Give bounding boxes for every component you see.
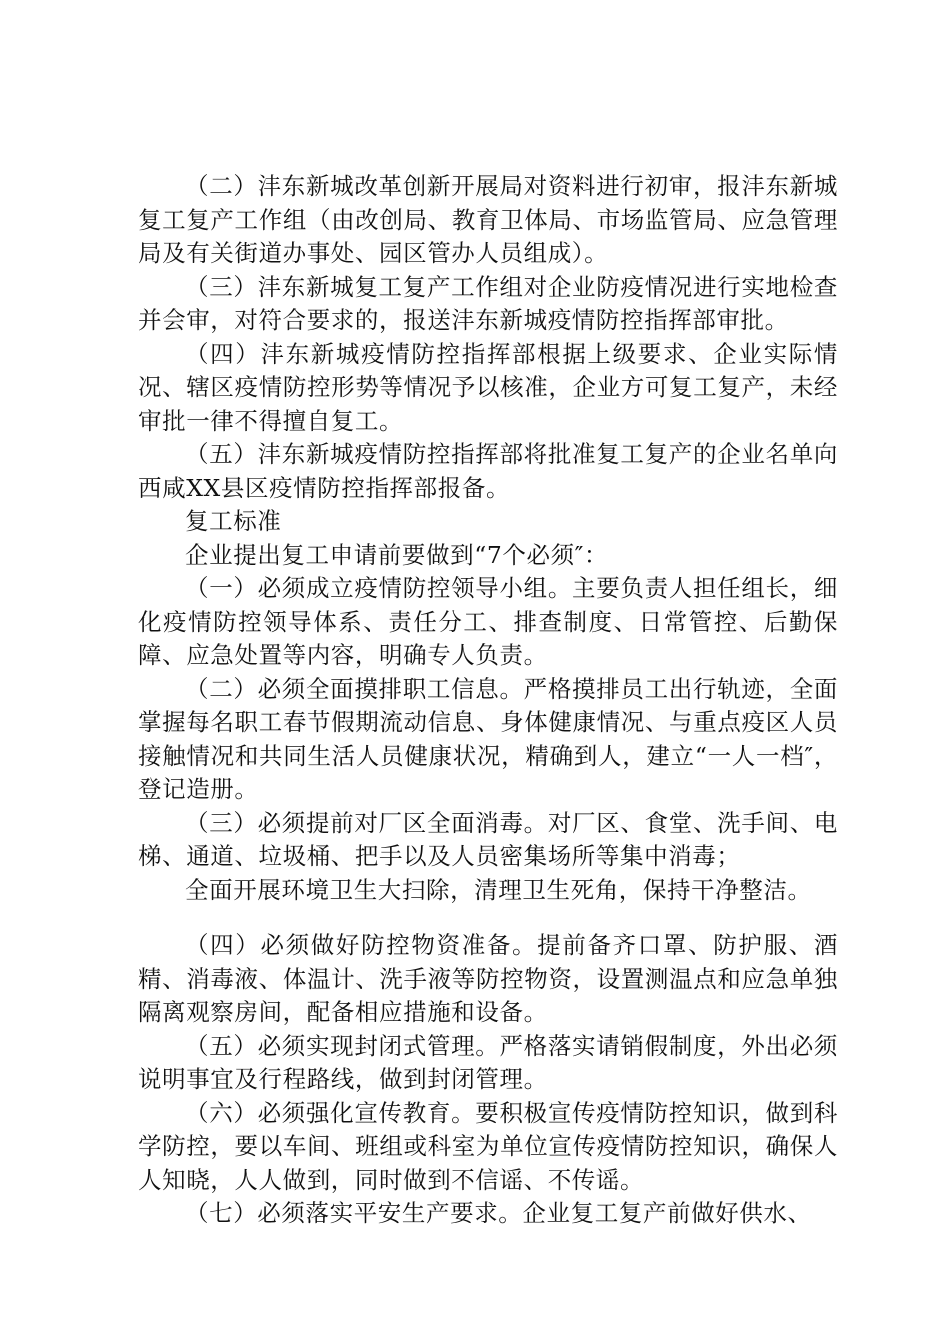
paragraph-approval-step-3: （三）沣东新城复工复产工作组对企业防疫情况进行实地检查并会审，对符合要求的，报送沣东新城疫情防控指挥部审批。 bbox=[138, 272, 838, 334]
paragraph-gap bbox=[138, 907, 838, 929]
paragraph-approval-step-4: （四）沣东新城疫情防控指挥部根据上级要求、企业实际情况、辖区疫情防控形势等情况予以核准，企业方可复工复产，未经审批一律不得擅自复工。 bbox=[138, 339, 838, 435]
paragraph-must-1: （一）必须成立疫情防控领导小组。主要负责人担任组长，细化疫情防控领导体系、责任分工、排查制度、日常管控、后勤保障、应急处置等内容，明确专人负责。 bbox=[138, 574, 838, 669]
paragraph-must-3-continued: 全面开展环境卫生大扫除，清理卫生死角，保持干净整洁。 bbox=[185, 875, 812, 904]
paragraph-approval-step-5: （五）沣东新城疫情防控指挥部将批准复工复产的企业名单向西咸XX县区疫情防控指挥部报备。 bbox=[138, 440, 838, 502]
paragraph-approval-step-2: （二）沣东新城改革创新开展局对资料进行初审，报沣东新城复工复产工作组（由改创局、教育卫体局、市场监管局、应急管理局及有关街道办事处、园区管办人员组成）。 bbox=[138, 172, 838, 267]
paragraph-seven-musts-intro: 企业提出复工申请前要做到“7个必须″： bbox=[185, 540, 609, 569]
paragraph-must-4: （四）必须做好防控物资准备。提前备齐口罩、防护服、酒精、消毒液、体温计、洗手液等防控物资，设置测温点和应急单独隔离观察房间，配备相应措施和设备。 bbox=[138, 931, 838, 1026]
paragraph-must-7: （七）必须落实平安生产要求。企业复工复产前做好供水、 bbox=[185, 1199, 812, 1227]
document-body bbox=[138, 170, 838, 1231]
paragraph-must-3: （三）必须提前对厂区全面消毒。对厂区、食堂、洗手间、电梯、通道、垃圾桶、把手以及人员密集场所等集中消毒； bbox=[138, 808, 838, 870]
paragraph-must-2: （二）必须全面摸排职工信息。严格摸排员工出行轨迹，全面掌握每名职工春节假期流动信息、身体健康情况、与重点疫区人员接触情况和共同生活人员健康状况，精确到人，建立“一人一档″，登记造册。 bbox=[138, 674, 838, 803]
paragraph-must-6: （六）必须强化宣传教育。要积极宣传疫情防控知识，做到科学防控，要以车间、班组或科室为单位宣传疫情防控知识，确保人人知晓，人人做到，同时做到不信谣、不传谣。 bbox=[138, 1098, 838, 1194]
paragraph-must-5: （五）必须实现封闭式管理。严格落实请销假制度，外出必须说明事宜及行程路线，做到封闭管理。 bbox=[138, 1031, 838, 1093]
section-heading-resumption-standards: 复工标准 bbox=[185, 507, 282, 535]
